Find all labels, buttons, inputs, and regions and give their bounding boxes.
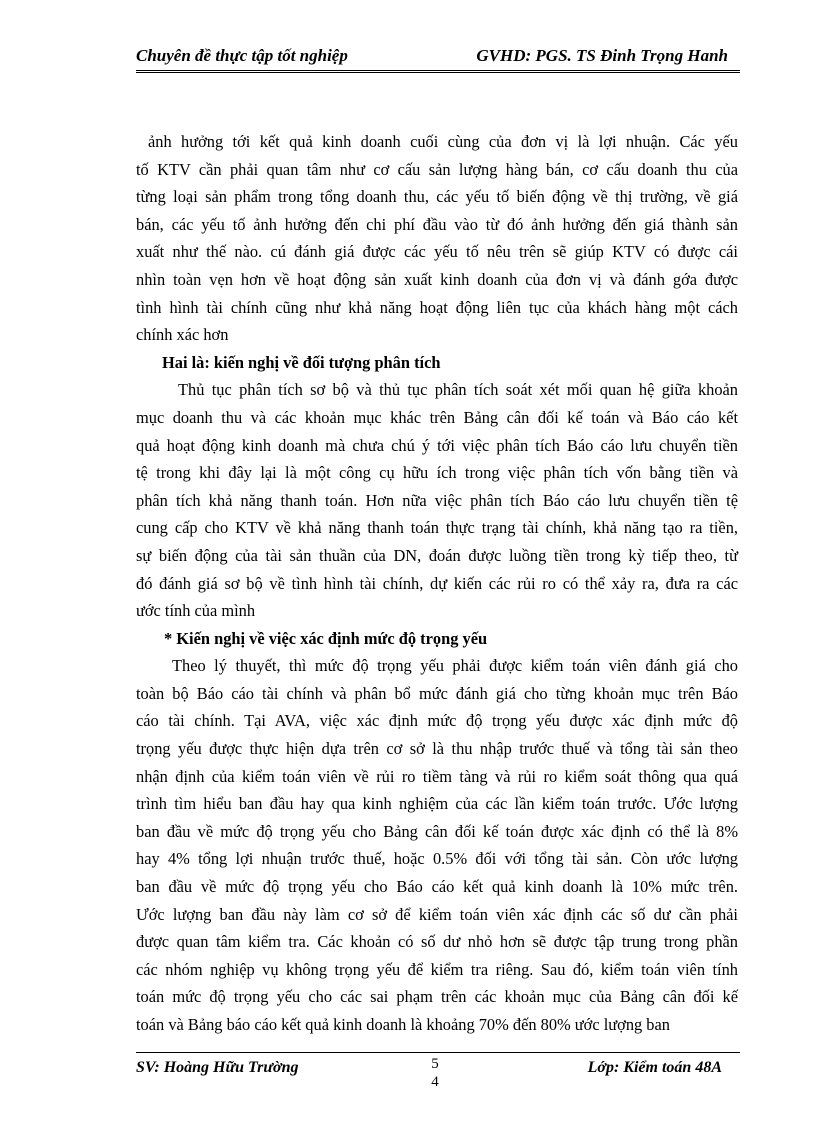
header-supervisor: GVHD: PGS. TS Đinh Trọng Hanh: [476, 46, 728, 65]
text-line: đó đánh giá sơ bộ về tình hình tài chính, dự kiến các rủi ro có thể xảy ra, đưa ra các: [136, 573, 738, 593]
text-line: nhìn toàn vẹn hơn về hoạt động sản xuất kinh doanh của đơn vị và đánh gớa được: [136, 269, 738, 289]
text-line: tệ trong khi đây lại là một công cụ hữu ích trong việc phân tích vốn bằng tiền và: [136, 463, 738, 483]
text-line: Ước lượng ban đầu này làm cơ sở để kiểm toán viên xác định các số dư cần phải: [136, 904, 738, 924]
page-number-bottom: 4: [431, 1074, 439, 1090]
section-heading: Hai là: kiến nghị về đối tượng phân tích: [162, 352, 441, 372]
footer-class: Lớp: Kiểm toán 48A: [587, 1059, 722, 1076]
text-line: cung cấp cho KTV về khả năng thanh toán thực trạng tài chính, khả năng tạo ra tiền,: [136, 518, 738, 538]
page-footer: [136, 1052, 740, 1093]
text-line: sự biến động của tài sản thuần của DN, đoán được luồng tiền trong kỳ tiếp theo, từ: [136, 545, 738, 565]
text-line: cáo tài chính. Tại AVA, việc xác định mức độ trọng yếu được xác định mức độ: [136, 711, 738, 731]
text-line: ban đầu về mức độ trọng yếu cho Báo cáo kết quả kinh doanh là 10% mức trên.: [136, 877, 738, 897]
text-line: các nhóm nghiệp vụ không trọng yếu để kiểm tra riêng. Sau đó, kiểm toán viên tính: [136, 959, 738, 979]
page-header: [136, 44, 740, 73]
document-body: [136, 128, 738, 1039]
text-line: tố KTV cần phải quan tâm như cơ cấu sản lượng hàng bán, cơ cấu doanh thu của: [136, 159, 738, 179]
text-line: toán và Bảng báo cáo kết quả kinh doanh là khoảng 70% đến 80% ước lượng ban: [136, 1015, 670, 1034]
text-line: xuất như thế nào. cú đánh giá được các yếu tố nêu trên sẽ giúp KTV có được cái: [136, 242, 738, 262]
section-heading: * Kiến nghị về việc xác định mức độ trọng yếu: [164, 628, 488, 648]
text-line: toán mức độ trọng yếu cho các sai phạm trên các khoản mục của Bảng cân đối kế: [136, 987, 738, 1007]
text-line: ban đầu về mức độ trọng yếu cho Bảng cân đối kế toán được xác định có thể là 8%: [136, 821, 738, 841]
text-line: ước tính của mình: [136, 601, 256, 621]
footer-student: SV: Hoàng Hữu Trường: [136, 1059, 299, 1076]
text-line: mục doanh thu và các khoản mục khác trên Bảng cân đối kế toán và Báo cáo kết: [136, 407, 738, 427]
header-title: Chuyên đề thực tập tốt nghiệp: [136, 46, 348, 65]
text-line: phân tích khả năng thanh toán. Hơn nữa việc phân tích Báo cáo lưu chuyển tiền tệ: [136, 490, 738, 510]
text-line: nhận định của kiểm toán viên về rủi ro tiềm tàng và rủi ro kiểm soát thông qua quá: [136, 766, 738, 786]
text-line: từng loại sản phẩm trong tổng doanh thu, các yếu tố biến động về thị trường, về giá: [136, 187, 738, 207]
page-number: [428, 1055, 442, 1091]
text-line: Thủ tục phân tích sơ bộ và thủ tục phân tích soát xét mối quan hệ giữa khoản: [178, 380, 738, 400]
text-line: được quan tâm kiểm tra. Các khoản có số dư nhỏ hơn sẽ được tập trung trong phần: [136, 932, 738, 952]
text-line: toàn bộ Báo cáo tài chính và phân bổ mức đánh giá cho từng khoản mục trên Báo: [136, 683, 738, 703]
text-line: trình tìm hiểu ban đầu hay qua kinh nghiệm của các lần kiểm toán trước. Ước lượng: [136, 794, 738, 814]
text-line: Theo lý thuyết, thì mức độ trọng yếu phải được kiểm toán viên đánh giá cho: [172, 656, 738, 676]
text-line: ảnh hưởng tới kết quả kinh doanh cuối cùng của đơn vị là lợi nhuận. Các yếu: [148, 132, 738, 151]
text-line: quả hoạt động kinh doanh mà chưa chú ý tới việc phân tích Báo cáo lưu chuyển tiền: [136, 435, 738, 455]
text-line: bán, các yếu tố ảnh hưởng đến chi phí đầu vào từ đó ảnh hưởng đến giá thành sản: [136, 214, 738, 234]
page-number-top: 5: [431, 1056, 439, 1072]
text-line: hay 4% tổng lợi nhuận trước thuế, hoặc 0.5% đối với tổng tài sản. Còn ước lượng: [136, 849, 738, 869]
text-line: trọng yếu được thực hiện dựa trên cơ sở là thu nhập trước thuế và tổng tài sản theo: [136, 739, 738, 759]
text-line: chính xác hơn: [136, 325, 229, 345]
text-line: tình hình tài chính cũng như khả năng hoạt động liên tục của khách hàng một cách: [136, 297, 738, 317]
